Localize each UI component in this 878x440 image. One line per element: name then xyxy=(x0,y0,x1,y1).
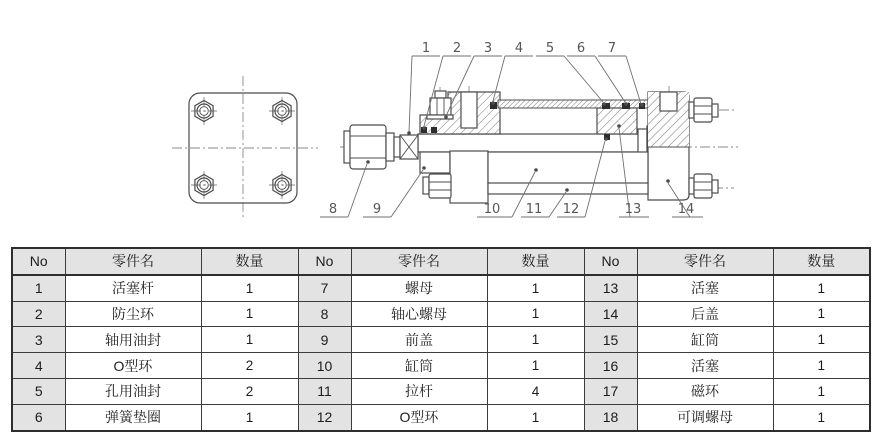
cell-no: 18 xyxy=(584,404,637,430)
cell-no: 16 xyxy=(584,353,637,379)
parts-table xyxy=(11,247,871,432)
callout-label-10: 10 xyxy=(483,202,501,217)
cell-no: 5 xyxy=(12,378,65,404)
callout-label-11: 11 xyxy=(525,202,543,217)
cell-part-name: 缸筒 xyxy=(351,353,487,379)
rear-washer-bottom xyxy=(689,178,694,194)
callout-label-7: 7 xyxy=(607,41,617,56)
cell-no: 6 xyxy=(12,404,65,430)
cylinder-section-view xyxy=(340,86,738,203)
cell-part-name: 活塞杆 xyxy=(65,275,201,301)
cell-part-name: 轴用油封 xyxy=(65,327,201,353)
front-bottom-nut xyxy=(429,174,451,198)
rear-nut-top xyxy=(694,98,712,122)
cell-no: 12 xyxy=(298,404,351,430)
header-no: No xyxy=(298,248,351,275)
rear-stud-top xyxy=(712,104,718,117)
cell-no: 2 xyxy=(12,301,65,327)
header-part-name: 零件名 xyxy=(351,248,487,275)
cell-qty: 1 xyxy=(773,404,870,430)
cell-part-name: 活塞 xyxy=(637,275,773,301)
front-tie-rod-hole xyxy=(461,92,477,128)
front-cover-step xyxy=(420,152,450,173)
piston-rod xyxy=(418,134,648,152)
rod-spacer xyxy=(394,137,400,157)
callout-label-12: 12 xyxy=(562,202,580,217)
cell-qty: 4 xyxy=(487,378,584,404)
cell-no: 10 xyxy=(298,353,351,379)
header-qty: 数量 xyxy=(773,248,870,275)
cell-qty: 1 xyxy=(773,327,870,353)
front-cover-foot xyxy=(450,151,488,203)
callout-line-6 xyxy=(567,56,625,102)
cell-qty: 1 xyxy=(201,404,298,430)
cell-qty: 1 xyxy=(487,275,584,301)
tie-rod-bar xyxy=(488,183,648,194)
callout-line-8 xyxy=(320,164,367,217)
cell-part-name: 孔用油封 xyxy=(65,378,201,404)
header-no: No xyxy=(12,248,65,275)
header-qty: 数量 xyxy=(201,248,298,275)
cell-qty: 1 xyxy=(487,404,584,430)
cell-part-name: O型环 xyxy=(351,404,487,430)
plate-bolt-bottom-right xyxy=(269,171,295,199)
cell-part-name: O型环 xyxy=(65,353,201,379)
rod-seal xyxy=(431,127,437,133)
callout-line-7 xyxy=(598,56,641,104)
cell-qty: 1 xyxy=(773,378,870,404)
table-row xyxy=(12,353,870,379)
table-header-row xyxy=(12,248,870,275)
rear-nut-bottom xyxy=(694,174,712,198)
cell-qty: 2 xyxy=(201,353,298,379)
cell-no: 3 xyxy=(12,327,65,353)
cell-part-name: 可调螺母 xyxy=(637,404,773,430)
cell-part-name: 拉杆 xyxy=(351,378,487,404)
cell-qty: 2 xyxy=(201,378,298,404)
table-row xyxy=(12,275,870,301)
header-qty: 数量 xyxy=(487,248,584,275)
front-tie-rod-cap xyxy=(435,91,446,98)
cell-no: 1 xyxy=(12,275,65,301)
cell-qty: 1 xyxy=(773,301,870,327)
callout-label-2: 2 xyxy=(452,41,462,56)
cell-part-name: 前盖 xyxy=(351,327,487,353)
cell-part-name: 轴心螺母 xyxy=(351,301,487,327)
cell-part-name: 螺母 xyxy=(351,275,487,301)
cell-part-name: 缸筒 xyxy=(637,327,773,353)
table-row xyxy=(12,404,870,430)
callout-label-1: 1 xyxy=(421,41,431,56)
cell-part-name: 后盖 xyxy=(637,301,773,327)
cell-no: 14 xyxy=(584,301,637,327)
front-tie-rod-washer xyxy=(427,115,453,119)
cell-no: 11 xyxy=(298,378,351,404)
cell-qty: 1 xyxy=(201,275,298,301)
rod-collar xyxy=(386,133,394,161)
callout-line-5 xyxy=(536,56,603,102)
header-part-name: 零件名 xyxy=(637,248,773,275)
cell-qty: 1 xyxy=(773,353,870,379)
table-row xyxy=(12,301,870,327)
cell-no: 15 xyxy=(584,327,637,353)
table-row xyxy=(12,378,870,404)
callout-label-6: 6 xyxy=(576,41,586,56)
cell-part-name: 活塞 xyxy=(637,353,773,379)
cell-no: 9 xyxy=(298,327,351,353)
cell-qty: 1 xyxy=(487,327,584,353)
cell-part-name: 防尘环 xyxy=(65,301,201,327)
rear-stud-bottom xyxy=(712,180,718,193)
rear-tie-rod-hole xyxy=(660,92,677,111)
cell-no: 4 xyxy=(12,353,65,379)
flange-plate-front-view xyxy=(172,76,318,220)
cell-qty: 1 xyxy=(201,301,298,327)
front-bottom-washer xyxy=(423,177,429,194)
callout-label-5: 5 xyxy=(545,41,555,56)
callout-label-8: 8 xyxy=(328,202,338,217)
cell-qty: 1 xyxy=(487,301,584,327)
piston-section xyxy=(597,108,637,134)
callout-label-4: 4 xyxy=(514,41,524,56)
cell-part-name: 弹簧垫圈 xyxy=(65,404,201,430)
callout-label-3: 3 xyxy=(483,41,493,56)
callout-label-13: 13 xyxy=(624,202,642,217)
header-no: No xyxy=(584,248,637,275)
cell-no: 8 xyxy=(298,301,351,327)
cell-no: 13 xyxy=(584,275,637,301)
table-row xyxy=(12,327,870,353)
plate-bolt-top-left xyxy=(191,97,217,125)
cell-part-name: 磁环 xyxy=(637,378,773,404)
header-part-name: 零件名 xyxy=(65,248,201,275)
plate-bolt-top-right xyxy=(269,97,295,125)
cell-qty: 1 xyxy=(487,353,584,379)
callout-label-14: 14 xyxy=(677,202,695,217)
cell-qty: 1 xyxy=(201,327,298,353)
cell-qty: 1 xyxy=(773,275,870,301)
rear-washer-top xyxy=(689,102,694,118)
cell-no: 7 xyxy=(298,275,351,301)
plate-bolt-bottom-left xyxy=(191,171,217,199)
cell-no: 17 xyxy=(584,378,637,404)
callout-label-9: 9 xyxy=(372,202,382,217)
